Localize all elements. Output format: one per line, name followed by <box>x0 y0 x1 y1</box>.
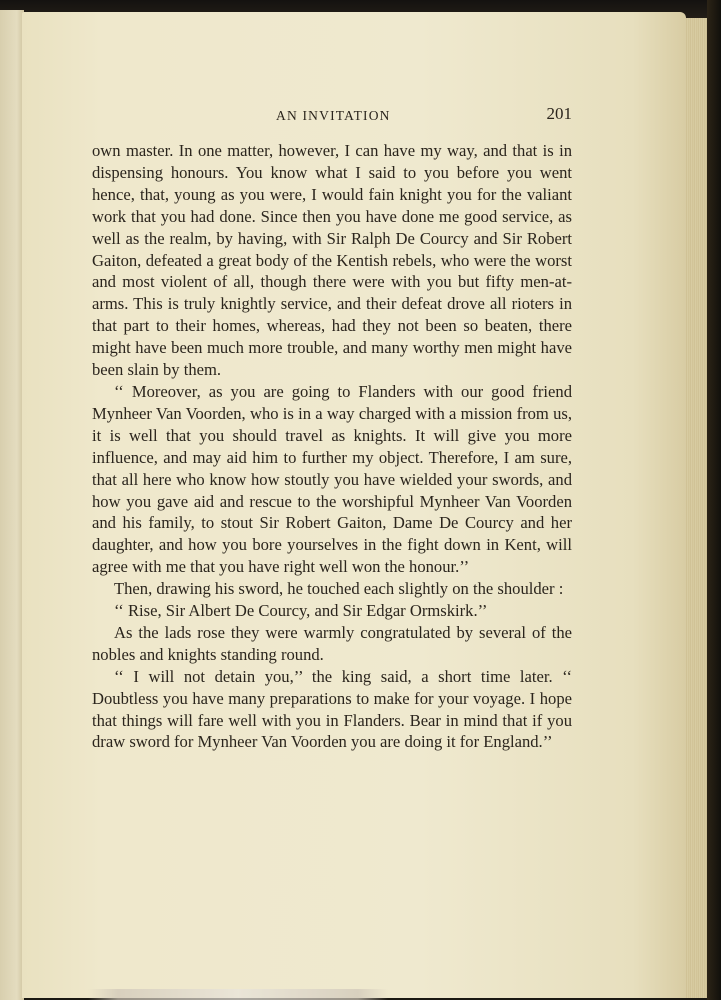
page-body-text <box>92 140 572 753</box>
book-cover-right-edge <box>707 0 721 1000</box>
paragraph: own master. In one matter, however, I can have my way, and that is in dispensing honours. You know what I said to you before you went hence, that, young as you were, I would fain knight you for the valiant work that you had done. Since then you have done me good service, as well as the realm, by having, with Sir Ralph De Courcy and Sir Robert Gaiton, defeated a great body of the Kentish rebels, who were the worst and most violent of all, though there were with you but fifty men-at-arms. This is truly knightly service, and their defeat drove all rioters in that part to their homes, whereas, had they not been so beaten, there might have been much more trouble, and many worthy men might have been slain by them. <box>92 141 572 380</box>
running-head: AN INVITATION <box>276 108 391 123</box>
page-header <box>92 106 572 128</box>
paragraph: ‘‘ I will not detain you,’’ the king said, a short time later. ‘‘ Doubtless you have many preparations to make for your voyage. I hope that things will fare well with you in Flanders. Bear in mind that if you draw sword for Mynheer Van Voorden you are doing it for England.’’ <box>92 666 572 752</box>
page-number: 201 <box>546 104 572 123</box>
paragraph: Then, drawing his sword, he touched each slightly on the shoulder : <box>114 579 564 599</box>
scan-artifact-bottom <box>88 989 388 1000</box>
previous-page-edge <box>0 10 24 1000</box>
paragraph: ‘‘ Rise, Sir Albert De Courcy, and Sir Edgar Ormskirk.’’ <box>114 601 488 621</box>
paragraph: As the lads rose they were warmly congratulated by several of the nobles and knights standing round. <box>92 622 572 664</box>
paragraph: ‘‘ Moreover, as you are going to Flanders with our good friend Mynheer Van Voorden, who is in a way charged with a mission from us, it is well that you should travel as knights. It will give you more influence, and may aid him to further my object. Therefore, I am sure, that all here who know how stoutly you have wielded your swords, and how you gave aid and rescue to the worshipful Mynheer Van Voorden and his family, to stout Sir Robert Gaiton, Dame De Courcy and her daughter, and how you bore yourselves in the fight down in Kent, will agree with me that you have right well won the honour.’’ <box>92 381 572 577</box>
